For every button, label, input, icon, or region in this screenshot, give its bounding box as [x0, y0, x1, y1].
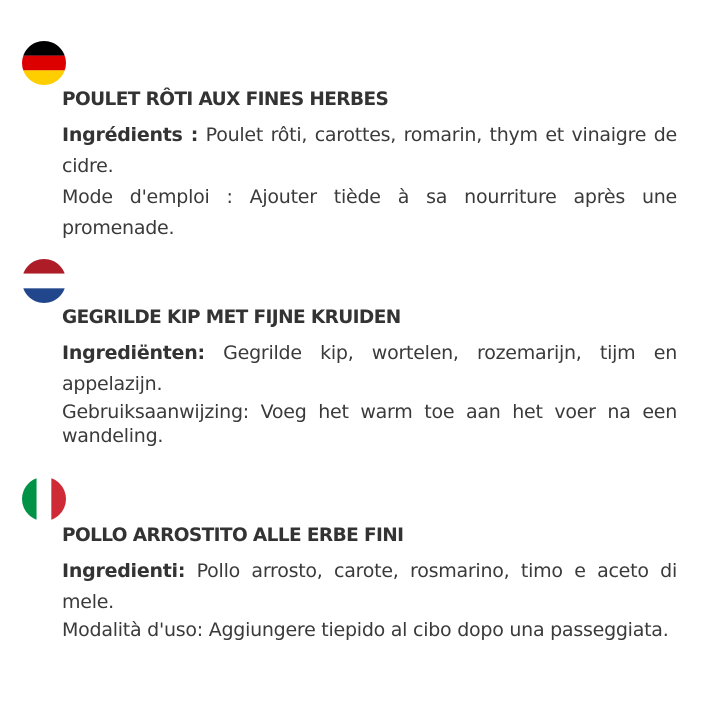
ingredients-paragraph — [62, 556, 677, 618]
ingredients-text: Poulet rôti, carottes, romarin, thym et vinaigre de cidre. — [62, 124, 677, 177]
recipe-title: POLLO ARROSTITO ALLE ERBE FINI — [62, 525, 404, 546]
recipe-section-dutch — [62, 306, 677, 448]
ingredients-label: Ingrédients : — [62, 124, 199, 146]
ingredients-paragraph — [62, 338, 677, 400]
recipe-section-italian — [62, 524, 677, 642]
usage-text: Gebruiksaanwijzing: Voeg het warm toe aan het voer na een wandeling. — [62, 401, 677, 447]
usage-text: Mode d'emploi : Ajouter tiède à sa nourriture après une promenade. — [62, 186, 677, 239]
recipe-title: POULET RÔTI AUX FINES HERBES — [62, 89, 389, 110]
ingredients-paragraph — [62, 120, 677, 182]
usage-text: Modalità d'uso: Aggiungere tiepido al cibo dopo una passeggiata. — [62, 619, 669, 641]
netherlands-flag-icon — [22, 259, 66, 303]
ingredients-text: Gegrilde kip, wortelen, rozemarijn, tijm en appelazijn. — [62, 342, 677, 395]
ingredients-text: Pollo arrosto, carote, rosmarino, timo e aceto di mele. — [62, 560, 677, 613]
italy-flag-icon — [22, 477, 66, 521]
recipe-title: GEGRILDE KIP MET FIJNE KRUIDEN — [62, 307, 401, 328]
germany-flag-icon — [22, 41, 66, 85]
ingredients-label: Ingrediënten: — [62, 342, 205, 364]
ingredients-label: Ingredienti: — [62, 560, 186, 582]
recipe-section-french — [62, 88, 677, 244]
